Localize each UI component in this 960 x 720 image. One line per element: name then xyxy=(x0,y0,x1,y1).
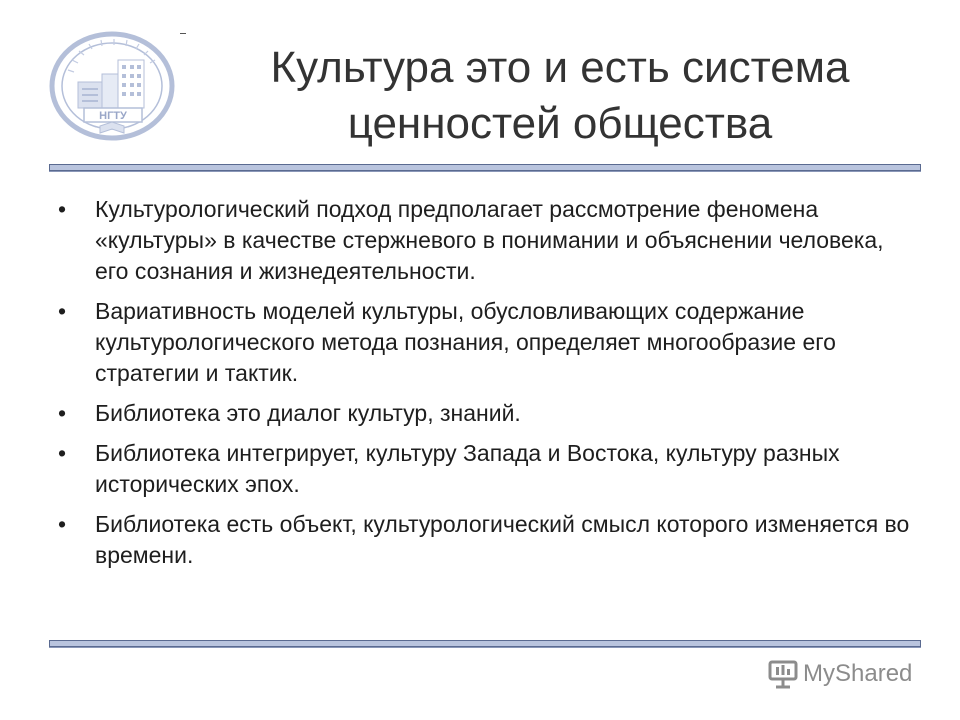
slide-title-line-2: ценностей общества xyxy=(347,99,773,148)
bullet-item xyxy=(58,509,918,571)
bullet-item xyxy=(58,296,918,389)
slide-title xyxy=(215,40,905,152)
bullet-dot: • xyxy=(58,511,67,537)
bullet-item xyxy=(58,438,918,500)
presentation-board-icon xyxy=(767,659,799,689)
bullet-dot: • xyxy=(58,400,67,426)
slide-title-line-1: Культура это и есть система xyxy=(270,43,850,92)
bullet-text: Библиотека интегрирует, культуру Запада и Востока, культуру разных исторических эпох. xyxy=(95,440,840,497)
bullet-dot: • xyxy=(58,440,67,466)
bullet-item xyxy=(58,194,918,287)
bullet-text: Вариативность моделей культуры, обусловливающих содержание культурологического метода познания, определяет многообразие его стратегии и тактик. xyxy=(95,298,836,386)
dash-mark xyxy=(180,33,186,34)
bullet-text: Библиотека это диалог культур, знаний. xyxy=(95,400,521,426)
watermark-text: MyShared xyxy=(803,660,913,687)
bullet-list xyxy=(58,194,918,580)
bullet-dot: • xyxy=(58,298,67,324)
bullet-dot: • xyxy=(58,196,67,222)
bullet-item xyxy=(58,398,918,429)
logo-text: НГТУ xyxy=(99,110,127,122)
watermark[interactable] xyxy=(767,656,912,692)
university-seal-icon xyxy=(48,30,180,142)
bullet-text: Библиотека есть объект, культурологический смысл которого изменяется во времени. xyxy=(95,511,910,568)
bottom-divider xyxy=(49,640,921,647)
university-logo xyxy=(48,30,180,142)
top-divider xyxy=(49,164,921,171)
bullet-text: Культурологический подход предполагает рассмотрение феномена «культуры» в качестве стержневого в понимании и объяснении человека, его сознания и жизнедеятельности. xyxy=(95,196,884,284)
